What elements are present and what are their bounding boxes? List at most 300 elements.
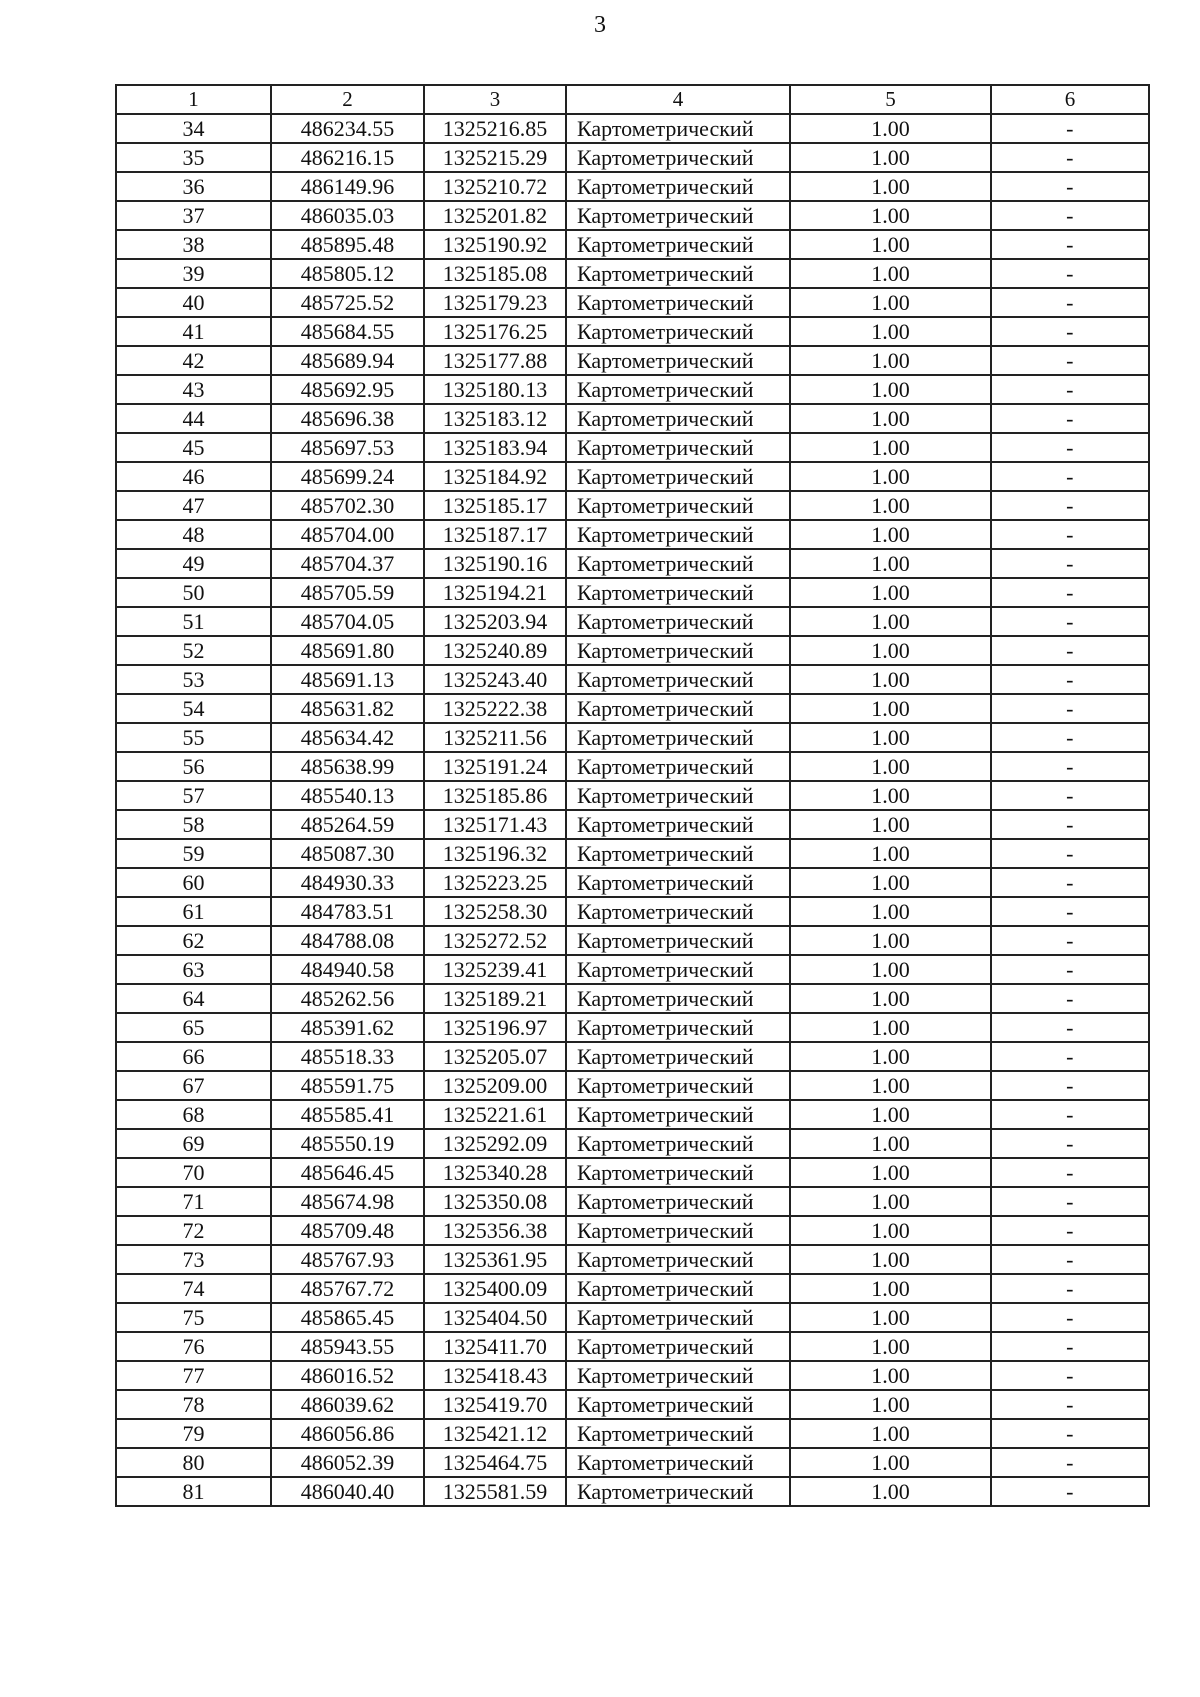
- cell-error: -: [991, 1071, 1149, 1100]
- cell-method: Картометрический: [566, 1390, 790, 1419]
- cell-coordinate-y: 1325196.97: [424, 1013, 566, 1042]
- cell-point-number: 62: [116, 926, 271, 955]
- cell-accuracy: 1.00: [790, 1419, 991, 1448]
- cell-coordinate-y: 1325201.82: [424, 201, 566, 230]
- cell-accuracy: 1.00: [790, 752, 991, 781]
- cell-accuracy: 1.00: [790, 1158, 991, 1187]
- table-row: [116, 1419, 1149, 1448]
- cell-accuracy: 1.00: [790, 1361, 991, 1390]
- cell-accuracy: 1.00: [790, 1448, 991, 1477]
- cell-coordinate-y: 1325203.94: [424, 607, 566, 636]
- cell-accuracy: 1.00: [790, 1071, 991, 1100]
- cell-accuracy: 1.00: [790, 172, 991, 201]
- cell-error: -: [991, 230, 1149, 259]
- cell-method: Картометрический: [566, 317, 790, 346]
- cell-coordinate-x: 485705.59: [271, 578, 424, 607]
- cell-coordinate-x: 486149.96: [271, 172, 424, 201]
- cell-coordinate-x: 485725.52: [271, 288, 424, 317]
- cell-point-number: 77: [116, 1361, 271, 1390]
- cell-point-number: 59: [116, 839, 271, 868]
- cell-method: Картометрический: [566, 1303, 790, 1332]
- table-row: [116, 1013, 1149, 1042]
- cell-method: Картометрический: [566, 1042, 790, 1071]
- cell-method: Картометрический: [566, 578, 790, 607]
- cell-method: Картометрический: [566, 346, 790, 375]
- cell-accuracy: 1.00: [790, 694, 991, 723]
- table-row: [116, 1303, 1149, 1332]
- cell-coordinate-y: 1325292.09: [424, 1129, 566, 1158]
- cell-coordinate-y: 1325183.12: [424, 404, 566, 433]
- cell-coordinate-x: 485943.55: [271, 1332, 424, 1361]
- cell-coordinate-y: 1325211.56: [424, 723, 566, 752]
- cell-point-number: 45: [116, 433, 271, 462]
- cell-coordinate-x: 485646.45: [271, 1158, 424, 1187]
- table-row: [116, 665, 1149, 694]
- cell-point-number: 42: [116, 346, 271, 375]
- cell-coordinate-x: 485674.98: [271, 1187, 424, 1216]
- cell-coordinate-x: 485767.93: [271, 1245, 424, 1274]
- cell-coordinate-y: 1325185.08: [424, 259, 566, 288]
- table-row: [116, 897, 1149, 926]
- cell-point-number: 40: [116, 288, 271, 317]
- cell-accuracy: 1.00: [790, 520, 991, 549]
- cell-error: -: [991, 1419, 1149, 1448]
- table-row: [116, 926, 1149, 955]
- cell-point-number: 58: [116, 810, 271, 839]
- cell-point-number: 49: [116, 549, 271, 578]
- cell-coordinate-x: 485805.12: [271, 259, 424, 288]
- cell-error: -: [991, 955, 1149, 984]
- table-row: [116, 317, 1149, 346]
- cell-coordinate-y: 1325418.43: [424, 1361, 566, 1390]
- cell-error: -: [991, 317, 1149, 346]
- cell-point-number: 53: [116, 665, 271, 694]
- table-row: [116, 375, 1149, 404]
- cell-coordinate-x: 485692.95: [271, 375, 424, 404]
- cell-coordinate-y: 1325177.88: [424, 346, 566, 375]
- cell-accuracy: 1.00: [790, 1013, 991, 1042]
- cell-method: Картометрический: [566, 491, 790, 520]
- table-row: [116, 433, 1149, 462]
- cell-error: -: [991, 1361, 1149, 1390]
- header-row: [116, 85, 1149, 114]
- cell-coordinate-y: 1325187.17: [424, 520, 566, 549]
- cell-coordinate-x: 486234.55: [271, 114, 424, 143]
- cell-point-number: 46: [116, 462, 271, 491]
- cell-accuracy: 1.00: [790, 1303, 991, 1332]
- cell-method: Картометрический: [566, 1419, 790, 1448]
- table-row: [116, 1042, 1149, 1071]
- cell-coordinate-x: 486216.15: [271, 143, 424, 172]
- cell-method: Картометрический: [566, 549, 790, 578]
- table-row: [116, 1129, 1149, 1158]
- cell-point-number: 41: [116, 317, 271, 346]
- cell-accuracy: 1.00: [790, 433, 991, 462]
- cell-accuracy: 1.00: [790, 868, 991, 897]
- table-row: [116, 1332, 1149, 1361]
- cell-error: -: [991, 723, 1149, 752]
- cell-point-number: 37: [116, 201, 271, 230]
- cell-point-number: 70: [116, 1158, 271, 1187]
- cell-coordinate-x: 484788.08: [271, 926, 424, 955]
- cell-coordinate-y: 1325185.86: [424, 781, 566, 810]
- cell-point-number: 39: [116, 259, 271, 288]
- cell-accuracy: 1.00: [790, 317, 991, 346]
- cell-error: -: [991, 1100, 1149, 1129]
- cell-method: Картометрический: [566, 926, 790, 955]
- table-header: [116, 85, 1149, 114]
- cell-method: Картометрический: [566, 1361, 790, 1390]
- cell-method: Картометрический: [566, 114, 790, 143]
- cell-point-number: 52: [116, 636, 271, 665]
- cell-accuracy: 1.00: [790, 984, 991, 1013]
- cell-accuracy: 1.00: [790, 288, 991, 317]
- cell-error: -: [991, 201, 1149, 230]
- cell-coordinate-y: 1325176.25: [424, 317, 566, 346]
- cell-error: -: [991, 1448, 1149, 1477]
- cell-coordinate-y: 1325210.72: [424, 172, 566, 201]
- cell-coordinate-x: 485264.59: [271, 810, 424, 839]
- cell-coordinate-x: 485550.19: [271, 1129, 424, 1158]
- cell-point-number: 61: [116, 897, 271, 926]
- cell-accuracy: 1.00: [790, 1216, 991, 1245]
- cell-accuracy: 1.00: [790, 926, 991, 955]
- cell-coordinate-x: 485087.30: [271, 839, 424, 868]
- table-row: [116, 839, 1149, 868]
- cell-method: Картометрический: [566, 723, 790, 752]
- cell-coordinate-y: 1325404.50: [424, 1303, 566, 1332]
- cell-error: -: [991, 549, 1149, 578]
- cell-coordinate-y: 1325205.07: [424, 1042, 566, 1071]
- cell-accuracy: 1.00: [790, 375, 991, 404]
- cell-coordinate-x: 485696.38: [271, 404, 424, 433]
- cell-coordinate-y: 1325411.70: [424, 1332, 566, 1361]
- cell-error: -: [991, 839, 1149, 868]
- cell-error: -: [991, 143, 1149, 172]
- cell-accuracy: 1.00: [790, 955, 991, 984]
- cell-coordinate-y: 1325189.21: [424, 984, 566, 1013]
- cell-point-number: 63: [116, 955, 271, 984]
- cell-coordinate-y: 1325215.29: [424, 143, 566, 172]
- table-row: [116, 143, 1149, 172]
- cell-coordinate-y: 1325222.38: [424, 694, 566, 723]
- cell-method: Картометрический: [566, 143, 790, 172]
- cell-point-number: 75: [116, 1303, 271, 1332]
- cell-method: Картометрический: [566, 1448, 790, 1477]
- cell-error: -: [991, 520, 1149, 549]
- cell-error: -: [991, 926, 1149, 955]
- table-row: [116, 636, 1149, 665]
- cell-accuracy: 1.00: [790, 201, 991, 230]
- cell-point-number: 36: [116, 172, 271, 201]
- table-row: [116, 868, 1149, 897]
- cell-accuracy: 1.00: [790, 897, 991, 926]
- cell-coordinate-x: 485767.72: [271, 1274, 424, 1303]
- cell-point-number: 71: [116, 1187, 271, 1216]
- cell-point-number: 81: [116, 1477, 271, 1506]
- header-col-3: 3: [424, 85, 566, 114]
- cell-point-number: 35: [116, 143, 271, 172]
- cell-coordinate-y: 1325191.24: [424, 752, 566, 781]
- cell-method: Картометрический: [566, 462, 790, 491]
- cell-coordinate-y: 1325171.43: [424, 810, 566, 839]
- cell-accuracy: 1.00: [790, 259, 991, 288]
- cell-accuracy: 1.00: [790, 1332, 991, 1361]
- cell-coordinate-x: 485709.48: [271, 1216, 424, 1245]
- cell-method: Картометрический: [566, 694, 790, 723]
- cell-error: -: [991, 491, 1149, 520]
- cell-coordinate-x: 485704.05: [271, 607, 424, 636]
- cell-method: Картометрический: [566, 955, 790, 984]
- cell-method: Картометрический: [566, 433, 790, 462]
- cell-coordinate-y: 1325361.95: [424, 1245, 566, 1274]
- table-row: [116, 114, 1149, 143]
- cell-accuracy: 1.00: [790, 491, 991, 520]
- table-row: [116, 984, 1149, 1013]
- table-row: [116, 723, 1149, 752]
- cell-coordinate-x: 485704.00: [271, 520, 424, 549]
- cell-accuracy: 1.00: [790, 578, 991, 607]
- cell-accuracy: 1.00: [790, 346, 991, 375]
- cell-point-number: 65: [116, 1013, 271, 1042]
- cell-coordinate-y: 1325356.38: [424, 1216, 566, 1245]
- cell-point-number: 56: [116, 752, 271, 781]
- cell-point-number: 60: [116, 868, 271, 897]
- cell-accuracy: 1.00: [790, 114, 991, 143]
- cell-error: -: [991, 1477, 1149, 1506]
- table-row: [116, 781, 1149, 810]
- cell-accuracy: 1.00: [790, 404, 991, 433]
- cell-coordinate-y: 1325239.41: [424, 955, 566, 984]
- cell-coordinate-x: 485585.41: [271, 1100, 424, 1129]
- table-row: [116, 694, 1149, 723]
- cell-accuracy: 1.00: [790, 1100, 991, 1129]
- cell-accuracy: 1.00: [790, 1245, 991, 1274]
- cell-coordinate-x: 485865.45: [271, 1303, 424, 1332]
- cell-method: Картометрический: [566, 230, 790, 259]
- cell-point-number: 54: [116, 694, 271, 723]
- header-col-6: 6: [991, 85, 1149, 114]
- cell-method: Картометрический: [566, 1187, 790, 1216]
- cell-error: -: [991, 752, 1149, 781]
- cell-coordinate-y: 1325421.12: [424, 1419, 566, 1448]
- cell-point-number: 73: [116, 1245, 271, 1274]
- cell-error: -: [991, 288, 1149, 317]
- cell-accuracy: 1.00: [790, 143, 991, 172]
- cell-error: -: [991, 1013, 1149, 1042]
- cell-coordinate-y: 1325180.13: [424, 375, 566, 404]
- cell-coordinate-y: 1325183.94: [424, 433, 566, 462]
- cell-coordinate-y: 1325240.89: [424, 636, 566, 665]
- cell-coordinate-y: 1325221.61: [424, 1100, 566, 1129]
- cell-coordinate-x: 485702.30: [271, 491, 424, 520]
- cell-coordinate-x: 485691.13: [271, 665, 424, 694]
- cell-method: Картометрический: [566, 868, 790, 897]
- cell-coordinate-y: 1325581.59: [424, 1477, 566, 1506]
- cell-method: Картометрический: [566, 839, 790, 868]
- cell-method: Картометрический: [566, 1071, 790, 1100]
- cell-accuracy: 1.00: [790, 636, 991, 665]
- table-row: [116, 230, 1149, 259]
- cell-method: Картометрический: [566, 520, 790, 549]
- cell-accuracy: 1.00: [790, 810, 991, 839]
- cell-method: Картометрический: [566, 1158, 790, 1187]
- cell-accuracy: 1.00: [790, 1187, 991, 1216]
- cell-error: -: [991, 172, 1149, 201]
- cell-error: -: [991, 1187, 1149, 1216]
- cell-error: -: [991, 1274, 1149, 1303]
- cell-accuracy: 1.00: [790, 1477, 991, 1506]
- cell-error: -: [991, 346, 1149, 375]
- cell-coordinate-x: 486040.40: [271, 1477, 424, 1506]
- cell-error: -: [991, 433, 1149, 462]
- cell-coordinate-x: 485540.13: [271, 781, 424, 810]
- cell-error: -: [991, 781, 1149, 810]
- table-row: [116, 1390, 1149, 1419]
- cell-point-number: 66: [116, 1042, 271, 1071]
- table-row: [116, 346, 1149, 375]
- cell-error: -: [991, 578, 1149, 607]
- cell-coordinate-y: 1325216.85: [424, 114, 566, 143]
- cell-method: Картометрический: [566, 1332, 790, 1361]
- cell-coordinate-y: 1325400.09: [424, 1274, 566, 1303]
- cell-point-number: 43: [116, 375, 271, 404]
- table-row: [116, 462, 1149, 491]
- cell-coordinate-y: 1325243.40: [424, 665, 566, 694]
- cell-point-number: 72: [116, 1216, 271, 1245]
- cell-coordinate-x: 485684.55: [271, 317, 424, 346]
- cell-method: Картометрический: [566, 288, 790, 317]
- cell-coordinate-y: 1325419.70: [424, 1390, 566, 1419]
- table-row: [116, 549, 1149, 578]
- table-row: [116, 520, 1149, 549]
- cell-coordinate-x: 485518.33: [271, 1042, 424, 1071]
- cell-method: Картометрический: [566, 665, 790, 694]
- cell-method: Картометрический: [566, 810, 790, 839]
- cell-method: Картометрический: [566, 1477, 790, 1506]
- table-row: [116, 1245, 1149, 1274]
- cell-point-number: 74: [116, 1274, 271, 1303]
- cell-error: -: [991, 1158, 1149, 1187]
- cell-error: -: [991, 1129, 1149, 1158]
- cell-point-number: 79: [116, 1419, 271, 1448]
- cell-point-number: 34: [116, 114, 271, 143]
- header-col-4: 4: [566, 85, 790, 114]
- cell-point-number: 44: [116, 404, 271, 433]
- cell-coordinate-y: 1325184.92: [424, 462, 566, 491]
- table-row: [116, 578, 1149, 607]
- cell-method: Картометрический: [566, 897, 790, 926]
- cell-coordinate-y: 1325258.30: [424, 897, 566, 926]
- table-row: [116, 1274, 1149, 1303]
- cell-method: Картометрический: [566, 984, 790, 1013]
- cell-method: Картометрический: [566, 1274, 790, 1303]
- cell-error: -: [991, 259, 1149, 288]
- cell-point-number: 38: [116, 230, 271, 259]
- cell-point-number: 76: [116, 1332, 271, 1361]
- cell-point-number: 80: [116, 1448, 271, 1477]
- cell-error: -: [991, 665, 1149, 694]
- cell-method: Картометрический: [566, 259, 790, 288]
- cell-coordinate-x: 485704.37: [271, 549, 424, 578]
- header-col-5: 5: [790, 85, 991, 114]
- cell-point-number: 48: [116, 520, 271, 549]
- cell-error: -: [991, 1245, 1149, 1274]
- cell-method: Картометрический: [566, 375, 790, 404]
- cell-coordinate-x: 486052.39: [271, 1448, 424, 1477]
- cell-point-number: 78: [116, 1390, 271, 1419]
- cell-error: -: [991, 114, 1149, 143]
- table-row: [116, 491, 1149, 520]
- table-row: [116, 288, 1149, 317]
- cell-error: -: [991, 375, 1149, 404]
- cell-error: -: [991, 868, 1149, 897]
- cell-method: Картометрический: [566, 1100, 790, 1129]
- cell-method: Картометрический: [566, 201, 790, 230]
- table-row: [116, 172, 1149, 201]
- cell-coordinate-y: 1325272.52: [424, 926, 566, 955]
- cell-coordinate-x: 485631.82: [271, 694, 424, 723]
- cell-coordinate-x: 485638.99: [271, 752, 424, 781]
- page-number: 3: [594, 12, 606, 38]
- cell-coordinate-x: 486035.03: [271, 201, 424, 230]
- table-row: [116, 955, 1149, 984]
- cell-method: Картометрический: [566, 781, 790, 810]
- header-col-1: 1: [116, 85, 271, 114]
- table-row: [116, 1071, 1149, 1100]
- cell-coordinate-y: 1325464.75: [424, 1448, 566, 1477]
- cell-coordinate-y: 1325185.17: [424, 491, 566, 520]
- cell-method: Картометрический: [566, 404, 790, 433]
- cell-error: -: [991, 1303, 1149, 1332]
- cell-method: Картометрический: [566, 1129, 790, 1158]
- cell-point-number: 69: [116, 1129, 271, 1158]
- table-row: [116, 607, 1149, 636]
- cell-accuracy: 1.00: [790, 723, 991, 752]
- table-row: [116, 404, 1149, 433]
- coordinates-table: [115, 84, 1150, 1507]
- table-row: [116, 1158, 1149, 1187]
- table-row: [116, 1100, 1149, 1129]
- table-row: [116, 1187, 1149, 1216]
- cell-coordinate-x: 485699.24: [271, 462, 424, 491]
- table-body: [116, 114, 1149, 1506]
- cell-method: Картометрический: [566, 607, 790, 636]
- cell-coordinate-x: 484783.51: [271, 897, 424, 926]
- cell-coordinate-y: 1325340.28: [424, 1158, 566, 1187]
- cell-point-number: 64: [116, 984, 271, 1013]
- cell-point-number: 55: [116, 723, 271, 752]
- cell-method: Картометрический: [566, 1013, 790, 1042]
- cell-error: -: [991, 897, 1149, 926]
- cell-coordinate-y: 1325179.23: [424, 288, 566, 317]
- cell-error: -: [991, 1332, 1149, 1361]
- cell-coordinate-x: 486039.62: [271, 1390, 424, 1419]
- cell-error: -: [991, 810, 1149, 839]
- cell-coordinate-y: 1325350.08: [424, 1187, 566, 1216]
- cell-coordinate-x: 485689.94: [271, 346, 424, 375]
- cell-coordinate-x: 485895.48: [271, 230, 424, 259]
- cell-coordinate-x: 485634.42: [271, 723, 424, 752]
- cell-accuracy: 1.00: [790, 1129, 991, 1158]
- cell-accuracy: 1.00: [790, 781, 991, 810]
- cell-point-number: 51: [116, 607, 271, 636]
- cell-error: -: [991, 462, 1149, 491]
- cell-accuracy: 1.00: [790, 1390, 991, 1419]
- cell-accuracy: 1.00: [790, 1274, 991, 1303]
- cell-method: Картометрический: [566, 1216, 790, 1245]
- cell-coordinate-y: 1325223.25: [424, 868, 566, 897]
